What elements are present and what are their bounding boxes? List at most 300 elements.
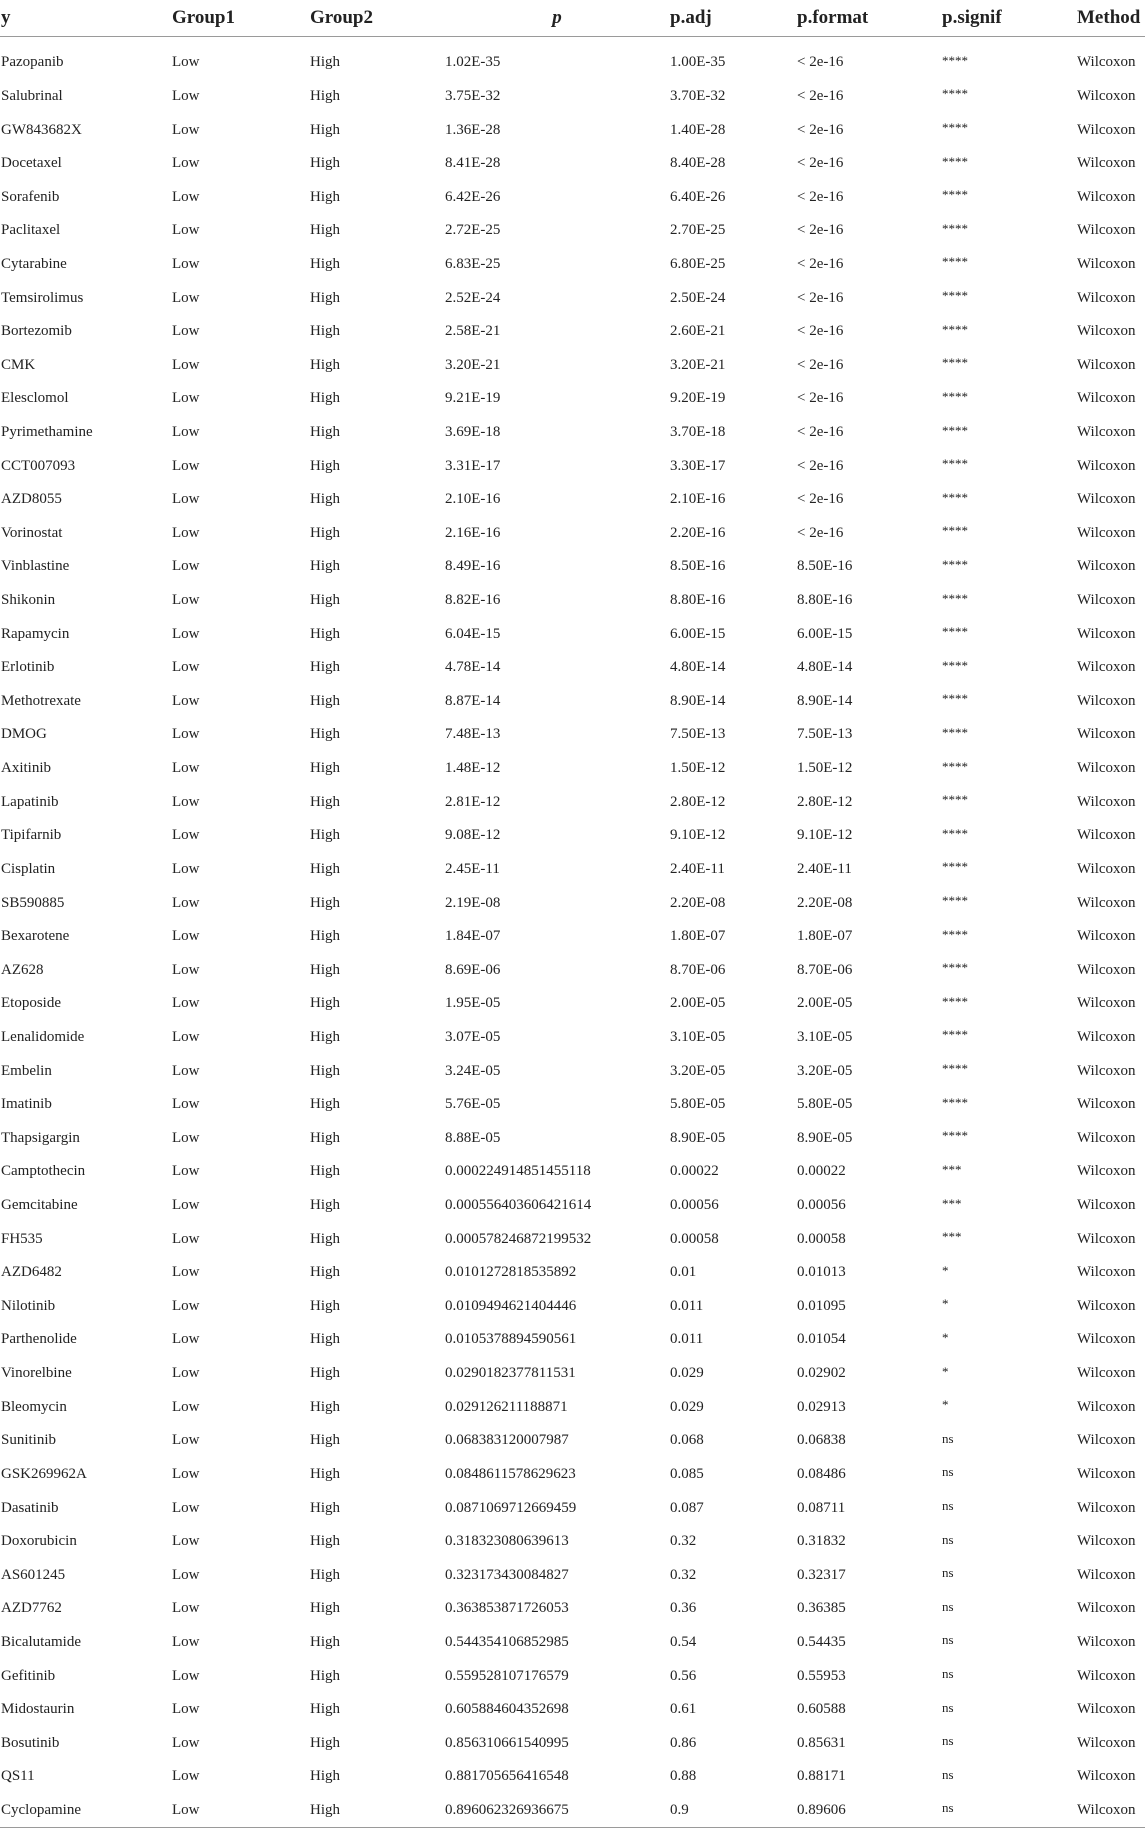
- cell-method: Wilcoxon: [1077, 1365, 1136, 1382]
- cell-method: Wilcoxon: [1077, 793, 1136, 810]
- cell-p-signif: ns: [942, 1531, 954, 1547]
- cell-group1: Low: [172, 1768, 200, 1785]
- cell-p-adj: 0.32: [670, 1566, 697, 1583]
- cell-group2: High: [310, 1062, 340, 1079]
- table-row: [0, 1222, 1145, 1256]
- cell-p-format: 0.06838: [797, 1432, 846, 1449]
- table-row: [0, 517, 1145, 551]
- cell-p: 0.029126211188871: [445, 1398, 568, 1415]
- cell-p-signif: ns: [942, 1666, 954, 1682]
- cell-p: 9.21E-19: [445, 390, 501, 407]
- cell-method: Wilcoxon: [1077, 995, 1136, 1012]
- cell-method: Wilcoxon: [1077, 87, 1136, 104]
- cell-p-adj: 7.50E-13: [670, 726, 726, 743]
- cell-group2: High: [310, 1499, 340, 1516]
- cell-p-format: 0.54435: [797, 1633, 846, 1650]
- cell-p-format: 0.32317: [797, 1566, 846, 1583]
- cell-p-signif: ****: [942, 489, 968, 505]
- cell-p-adj: 1.50E-12: [670, 760, 726, 777]
- cell-p-format: < 2e-16: [797, 87, 844, 104]
- cell-group2: High: [310, 1533, 340, 1550]
- cell-group1: Low: [172, 255, 200, 272]
- cell-group1: Low: [172, 1163, 200, 1180]
- cell-p-format: < 2e-16: [797, 323, 844, 340]
- cell-p: 0.881705656416548: [445, 1768, 569, 1785]
- table-row: [0, 953, 1145, 987]
- cell-group1: Low: [172, 1398, 200, 1415]
- table-row: [0, 1155, 1145, 1189]
- cell-group2: High: [310, 1163, 340, 1180]
- cell-group2: High: [310, 1197, 340, 1214]
- cell-p-adj: 8.90E-05: [670, 1129, 726, 1146]
- cell-drug: Shikonin: [1, 592, 56, 609]
- cell-group1: Low: [172, 1701, 200, 1718]
- cell-p-format: 8.90E-05: [797, 1129, 853, 1146]
- table-row: [0, 248, 1145, 282]
- cell-p-adj: 1.80E-07: [670, 928, 726, 945]
- cell-drug: Midostaurin: [1, 1701, 75, 1718]
- cell-drug: Camptothecin: [1, 1163, 86, 1180]
- cell-drug: Bleomycin: [1, 1398, 67, 1415]
- cell-p-adj: 8.50E-16: [670, 558, 726, 575]
- cell-p-format: 1.80E-07: [797, 928, 853, 945]
- cell-group1: Low: [172, 54, 200, 71]
- cell-p-signif: *: [942, 1296, 949, 1312]
- cell-group1: Low: [172, 1028, 200, 1045]
- cell-p-signif: ****: [942, 1094, 968, 1110]
- cell-p-format: < 2e-16: [797, 222, 844, 239]
- table-row: [0, 886, 1145, 920]
- table-row: [0, 1491, 1145, 1525]
- cell-p-signif: ****: [942, 724, 968, 740]
- header-p-signif: p.signif: [941, 0, 1076, 37]
- cell-group1: Low: [172, 860, 200, 877]
- cell-group2: High: [310, 1028, 340, 1045]
- cell-p-adj: 0.029: [670, 1398, 704, 1415]
- cell-p: 2.81E-12: [445, 793, 501, 810]
- cell-p-format: 9.10E-12: [797, 827, 853, 844]
- cell-drug: Axitinib: [1, 760, 52, 777]
- cell-p-signif: ****: [942, 758, 968, 774]
- table-row: [0, 315, 1145, 349]
- cell-p-adj: 2.50E-24: [670, 289, 726, 306]
- cell-p: 8.82E-16: [445, 592, 501, 609]
- cell-group2: High: [310, 155, 340, 172]
- header-p-adj: p.adj: [669, 0, 796, 37]
- cell-group2: High: [310, 1398, 340, 1415]
- cell-p-signif: ****: [942, 153, 968, 169]
- cell-p-format: 0.08711: [797, 1499, 846, 1516]
- cell-group2: High: [310, 558, 340, 575]
- header-spacer: [0, 37, 1145, 47]
- cell-p-adj: 0.029: [670, 1365, 704, 1382]
- table-row: [0, 1390, 1145, 1424]
- cell-p-signif: ****: [942, 388, 968, 404]
- cell-p-format: < 2e-16: [797, 491, 844, 508]
- cell-p-adj: 8.80E-16: [670, 592, 726, 609]
- cell-drug: GW843682X: [1, 121, 82, 138]
- cell-method: Wilcoxon: [1077, 1499, 1136, 1516]
- cell-method: Wilcoxon: [1077, 1734, 1136, 1751]
- cell-p: 1.02E-35: [445, 54, 501, 71]
- cell-drug: QS11: [1, 1768, 35, 1785]
- cell-p-adj: 2.20E-08: [670, 894, 726, 911]
- cell-p-signif: ****: [942, 422, 968, 438]
- cell-p-signif: ****: [942, 691, 968, 707]
- cell-p: 0.0848611578629623: [445, 1465, 576, 1482]
- cell-p-adj: 8.40E-28: [670, 155, 726, 172]
- cell-p-signif: ****: [942, 355, 968, 371]
- cell-p-format: 0.02902: [797, 1365, 846, 1382]
- cell-p-signif: ***: [942, 1161, 962, 1177]
- cell-method: Wilcoxon: [1077, 1062, 1136, 1079]
- table-row: [0, 920, 1145, 954]
- header-row: [0, 0, 1145, 37]
- cell-p-format: 7.50E-13: [797, 726, 853, 743]
- cell-group1: Low: [172, 1264, 200, 1281]
- cell-p-format: 2.40E-11: [797, 860, 852, 877]
- table-row: [0, 584, 1145, 618]
- cell-group2: High: [310, 1365, 340, 1382]
- cell-drug: Vorinostat: [1, 524, 63, 541]
- cell-group1: Low: [172, 1197, 200, 1214]
- table-header: [0, 0, 1145, 46]
- cell-drug: GSK269962A: [1, 1465, 87, 1482]
- cell-p-signif: ns: [942, 1766, 954, 1782]
- table-row: [0, 1693, 1145, 1727]
- cell-p: 0.0109494621404446: [445, 1297, 577, 1314]
- cell-group2: High: [310, 995, 340, 1012]
- cell-p-signif: *: [942, 1397, 949, 1413]
- cell-method: Wilcoxon: [1077, 760, 1136, 777]
- cell-drug: Erlotinib: [1, 659, 55, 676]
- cell-drug: Docetaxel: [1, 155, 62, 172]
- cell-group2: High: [310, 356, 340, 373]
- cell-method: Wilcoxon: [1077, 1264, 1136, 1281]
- cell-drug: AZD7762: [1, 1600, 62, 1617]
- cell-p-adj: 9.20E-19: [670, 390, 726, 407]
- cell-method: Wilcoxon: [1077, 726, 1136, 743]
- cell-group2: High: [310, 1566, 340, 1583]
- cell-p-signif: ****: [942, 288, 968, 304]
- cell-group2: High: [310, 1129, 340, 1146]
- cell-group1: Low: [172, 1499, 200, 1516]
- cell-drug: Sunitinib: [1, 1432, 57, 1449]
- cell-method: Wilcoxon: [1077, 558, 1136, 575]
- cell-p-format: < 2e-16: [797, 255, 844, 272]
- table-row: [0, 651, 1145, 685]
- header-group1: Group1: [171, 0, 309, 37]
- cell-method: Wilcoxon: [1077, 1566, 1136, 1583]
- table-row: [0, 483, 1145, 517]
- cell-p: 1.48E-12: [445, 760, 501, 777]
- cell-p-signif: ****: [942, 456, 968, 472]
- cell-p-adj: 0.00022: [670, 1163, 719, 1180]
- cell-p-adj: 3.10E-05: [670, 1028, 726, 1045]
- cell-p-adj: 2.10E-16: [670, 491, 726, 508]
- cell-drug: Rapamycin: [1, 625, 70, 642]
- cell-p-adj: 0.36: [670, 1600, 697, 1617]
- cell-p-format: 8.80E-16: [797, 592, 853, 609]
- cell-group1: Low: [172, 726, 200, 743]
- cell-group1: Low: [172, 1566, 200, 1583]
- table-row: [0, 449, 1145, 483]
- cell-group2: High: [310, 87, 340, 104]
- header-p: p: [444, 0, 669, 37]
- cell-drug: Sorafenib: [1, 188, 60, 205]
- cell-p-adj: 2.00E-05: [670, 995, 726, 1012]
- cell-group2: High: [310, 1297, 340, 1314]
- cell-p-adj: 0.32: [670, 1533, 697, 1550]
- cell-p-format: 0.55953: [797, 1667, 846, 1684]
- cell-method: Wilcoxon: [1077, 860, 1136, 877]
- cell-method: Wilcoxon: [1077, 54, 1136, 71]
- header-y: y: [0, 0, 171, 37]
- cell-p-adj: 0.56: [670, 1667, 697, 1684]
- cell-p-format: 0.02913: [797, 1398, 846, 1415]
- cell-method: Wilcoxon: [1077, 255, 1136, 272]
- cell-drug: AZD8055: [1, 491, 62, 508]
- cell-p: 0.544354106852985: [445, 1633, 569, 1650]
- cell-group2: High: [310, 760, 340, 777]
- cell-group1: Low: [172, 1297, 200, 1314]
- cell-p: 8.87E-14: [445, 692, 501, 709]
- cell-method: Wilcoxon: [1077, 188, 1136, 205]
- cell-p-adj: 0.88: [670, 1768, 697, 1785]
- cell-p-format: < 2e-16: [797, 424, 844, 440]
- cell-drug: DMOG: [1, 726, 47, 743]
- cell-method: Wilcoxon: [1077, 1129, 1136, 1146]
- cell-group2: High: [310, 222, 340, 239]
- table-row: [0, 1458, 1145, 1492]
- cell-drug: Tipifarnib: [1, 827, 62, 844]
- cell-method: Wilcoxon: [1077, 659, 1136, 676]
- cell-method: Wilcoxon: [1077, 222, 1136, 239]
- table-row: [0, 214, 1145, 248]
- cell-group2: High: [310, 1600, 340, 1617]
- cell-p-adj: 0.54: [670, 1633, 697, 1650]
- cell-p-adj: 6.40E-26: [670, 188, 726, 205]
- cell-method: Wilcoxon: [1077, 625, 1136, 642]
- table-row: [0, 785, 1145, 819]
- cell-group1: Low: [172, 961, 200, 978]
- table-row: [0, 1189, 1145, 1223]
- cell-p-adj: 3.70E-32: [670, 87, 726, 104]
- cell-p: 1.36E-28: [445, 121, 501, 138]
- table-row: [0, 1021, 1145, 1055]
- cell-method: Wilcoxon: [1077, 1600, 1136, 1617]
- cell-p-format: 0.36385: [797, 1600, 846, 1617]
- table-row: [0, 987, 1145, 1021]
- cell-drug: Bosutinib: [1, 1734, 60, 1751]
- cell-method: Wilcoxon: [1077, 928, 1136, 945]
- cell-method: Wilcoxon: [1077, 524, 1136, 541]
- cell-drug: Paclitaxel: [1, 222, 61, 239]
- cell-p-signif: ns: [942, 1699, 954, 1715]
- cell-group1: Low: [172, 188, 200, 205]
- cell-p-adj: 0.86: [670, 1734, 697, 1751]
- cell-p: 1.84E-07: [445, 928, 501, 945]
- table-row: [0, 617, 1145, 651]
- cell-group2: High: [310, 524, 340, 541]
- cell-p: 0.896062326936675: [444, 1794, 669, 1828]
- cell-drug: Cisplatin: [1, 860, 56, 877]
- cell-group1: Low: [172, 827, 200, 844]
- cell-p: 3.75E-32: [445, 87, 501, 104]
- table-row: [0, 1054, 1145, 1088]
- cell-drug: Lapatinib: [1, 793, 59, 810]
- cell-p-adj: 8.90E-14: [670, 692, 726, 709]
- cell-p-format: 2.20E-08: [797, 894, 853, 911]
- cell-p-signif: ****: [942, 523, 968, 539]
- cell-p-signif: *: [942, 1262, 949, 1278]
- cell-method: Wilcoxon: [1077, 424, 1136, 440]
- cell-group1: Low: [172, 692, 200, 709]
- cell-p-adj: 5.80E-05: [670, 1096, 726, 1113]
- cell-drug: Doxorubicin: [1, 1533, 77, 1550]
- table-row: [0, 147, 1145, 181]
- cell-group2: High: [310, 121, 340, 138]
- cell-p-format: 0.31832: [797, 1533, 846, 1550]
- header-group2: Group2: [309, 0, 444, 37]
- table-row: [0, 718, 1145, 752]
- cell-drug: Temsirolimus: [1, 289, 84, 306]
- cell-p-signif: ns: [942, 1733, 954, 1749]
- cell-drug: Cyclopamine: [0, 1794, 171, 1828]
- cell-p: 3.31E-17: [445, 457, 501, 474]
- cell-p-format: 0.00058: [797, 1230, 846, 1247]
- cell-p: 0.0105378894590561: [445, 1331, 577, 1348]
- cell-p-format: 0.01095: [797, 1297, 846, 1314]
- cell-p-format: < 2e-16: [797, 121, 844, 138]
- cell-p-format: 6.00E-15: [797, 625, 853, 642]
- cell-p-format: 0.01013: [797, 1264, 846, 1281]
- cell-p-format: 0.08486: [797, 1465, 846, 1482]
- cell-p-adj: 2.20E-16: [670, 524, 726, 541]
- cell-drug: AS601245: [1, 1566, 66, 1583]
- table-row: [0, 752, 1145, 786]
- cell-method: Wilcoxon: [1077, 1465, 1136, 1482]
- cell-p-format: 0.00022: [797, 1163, 846, 1180]
- cell-drug: Dasatinib: [1, 1499, 59, 1516]
- cell-p-format: 8.50E-16: [797, 558, 853, 575]
- cell-p-adj: 0.087: [670, 1499, 704, 1516]
- cell-group1: Low: [172, 356, 200, 373]
- cell-group1: Low: [172, 1465, 200, 1482]
- cell-group1: Low: [172, 1331, 200, 1348]
- table-row: [0, 80, 1145, 114]
- cell-p-format: < 2e-16: [797, 524, 844, 541]
- cell-group1: Low: [172, 390, 200, 407]
- cell-p-signif: ns: [942, 1498, 954, 1513]
- cell-group2: High: [310, 1096, 340, 1113]
- cell-drug: Pazopanib: [1, 54, 64, 71]
- cell-group2: High: [310, 726, 340, 743]
- table-row: [0, 1290, 1145, 1324]
- cell-group1: Low: [172, 1533, 200, 1550]
- cell-group2: High: [310, 390, 340, 407]
- cell-method: Wilcoxon: [1077, 491, 1136, 508]
- cell-p: 0.605884604352698: [445, 1701, 569, 1718]
- cell-group2: High: [310, 491, 340, 508]
- cell-group2: High: [309, 1794, 444, 1828]
- cell-group2: High: [310, 1230, 340, 1247]
- cell-method: Wilcoxon: [1077, 1768, 1136, 1785]
- cell-p: 0.000556403606421614: [445, 1197, 592, 1214]
- cell-p-format: < 2e-16: [797, 188, 844, 205]
- cell-group1: Low: [172, 1734, 200, 1751]
- cell-p-adj: 9.10E-12: [670, 827, 726, 844]
- cell-p-signif: ***: [942, 1195, 962, 1211]
- cell-group1: Low: [172, 1062, 200, 1079]
- cell-p-adj: 0.9: [669, 1794, 796, 1828]
- table-row: [0, 416, 1145, 450]
- cell-p-format: 8.90E-14: [797, 692, 853, 709]
- cell-group2: High: [310, 54, 340, 71]
- header-p-format: p.format: [796, 0, 941, 37]
- cell-p-signif: ****: [942, 893, 968, 909]
- cell-group1: Low: [172, 424, 200, 440]
- cell-method: Wilcoxon: [1077, 1230, 1136, 1247]
- table-row: [0, 1525, 1145, 1559]
- cell-group1: Low: [172, 491, 200, 508]
- cell-drug: SB590885: [1, 894, 65, 911]
- cell-p-adj: 3.20E-05: [670, 1062, 726, 1079]
- cell-drug: Gemcitabine: [1, 1197, 78, 1214]
- cell-group1: Low: [172, 760, 200, 777]
- cell-p-format: 0.85631: [797, 1734, 846, 1751]
- table-row: [0, 382, 1145, 416]
- cell-p-signif: ****: [942, 926, 968, 942]
- cell-group2: High: [310, 289, 340, 306]
- cell-method: Wilcoxon: [1077, 289, 1136, 306]
- table-row: [0, 1626, 1145, 1660]
- cell-p-adj: 3.20E-21: [670, 356, 726, 373]
- cell-p-format: 8.70E-06: [797, 961, 853, 978]
- cell-p: 0.323173430084827: [445, 1566, 569, 1583]
- cell-p: 0.0290182377811531: [445, 1365, 576, 1382]
- cell-group1: Low: [171, 1794, 309, 1828]
- cell-drug: CCT007093: [1, 457, 76, 474]
- cell-p-adj: 0.011: [670, 1297, 704, 1314]
- table-row: [0, 819, 1145, 853]
- cell-group1: Low: [172, 625, 200, 642]
- cell-method: Wilcoxon: [1077, 1633, 1136, 1650]
- cell-p-adj: 3.30E-17: [670, 457, 726, 474]
- cell-method: Wilcoxon: [1077, 1096, 1136, 1113]
- cell-drug: AZD6482: [1, 1264, 62, 1281]
- table-row: [0, 1122, 1145, 1156]
- cell-p: 2.45E-11: [445, 860, 500, 877]
- cell-method: Wilcoxon: [1077, 1667, 1136, 1684]
- table-row: [0, 685, 1145, 719]
- cell-p-format: 0.60588: [797, 1701, 846, 1718]
- cell-group2: High: [310, 894, 340, 911]
- cell-p-adj: 0.011: [670, 1331, 704, 1348]
- cell-method: Wilcoxon: [1077, 1028, 1136, 1045]
- cell-p-signif: ****: [942, 859, 968, 875]
- cell-p: 8.88E-05: [445, 1129, 501, 1146]
- cell-p-adj: 0.61: [670, 1701, 697, 1718]
- cell-group1: Low: [172, 1129, 200, 1146]
- cell-p: 3.24E-05: [445, 1062, 501, 1079]
- cell-drug: Parthenolide: [1, 1331, 77, 1348]
- cell-group1: Low: [172, 592, 200, 609]
- cell-p-format: < 2e-16: [797, 54, 844, 71]
- cell-group2: High: [310, 1667, 340, 1684]
- cell-p: 0.068383120007987: [445, 1432, 569, 1449]
- cell-p-signif: ****: [942, 1128, 968, 1144]
